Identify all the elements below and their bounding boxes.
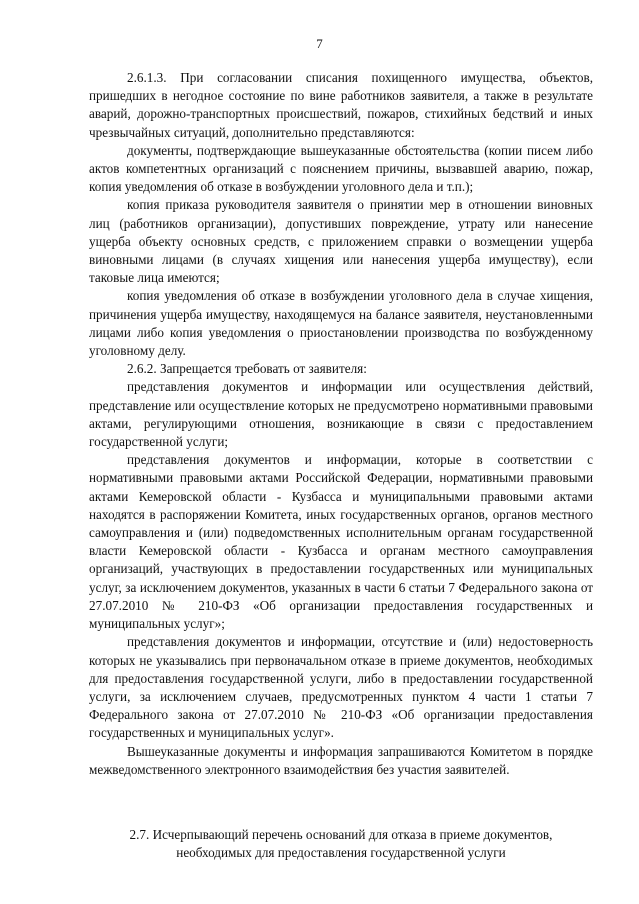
paragraph-documents-confirming: документы, подтверждающие вышеуказанные обстоятельства (копии писем либо актов компетентных организаций с пояснением причины, вызвавшей аварию, пожар, копия уведомления об отказе в возбуждении уголовного дела и т.п.); — [89, 142, 593, 195]
paragraph-interagency-request: Вышеуказанные документы и информация запрашиваются Комитетом в порядке межведомственного электронного взаимодействия без участия заявителей. — [89, 743, 593, 777]
paragraph-prohibition-1: представления документов и информации или осуществления действий, представление или осуществление которых не предусмотрено нормативными правовыми актами, регулирующими отношения, возникающие в связи с предоставлением государственной услуги; — [89, 379, 593, 450]
paragraph-2-6-1-3: 2.6.1.3. При согласовании списания похищенного имущества, объектов, пришедших в негодное состояние по вине работников заявителя, а также в результате аварий, дорожно-транспортных происшествий, пожаров, стихийных бедствий и иных чрезвычайных ситуаций, дополнительно представляются: — [89, 70, 593, 140]
paragraph-prohibition-3: представления документов и информации, отсутствие и (или) недостоверность которых не указывались при первоначальном отказе в приеме документов, необходимых для предоставления государственной услуги, либо в предоставлении государственной услуги, за исключением случаев, предусмотренных пунктом 4 части 1 статьи 7 Федерального закона от 27.07.2010 № 210-ФЗ «Об организации предоставления государственных и муниципальных услуг». — [89, 634, 593, 741]
paragraph-prohibition-2: представления документов и информации, которые в соответствии с нормативными правовыми актами Российской Федерации, нормативными правовыми актами Кемеровской области - Кузбасса и муниципальными правовыми актами находятся в распоряжении Комитета, иных государственных органов, органов местного самоуправления и (или) подведомственных исполнительным органам государственной власти Кемеровской области - Кузбасса и органам местного самоуправления организаций, участвующих в предоставлении государственных или муниципальных услуг, за исключением документов, указанных в части 6 статьи 7 Федерального закона от 27.07.2010 № 210-ФЗ «Об организации предоставления государственных и муниципальных услуг»; — [89, 452, 593, 632]
section-heading-line-1: 2.7. Исчерпывающий перечень оснований для отказа в приеме документов, — [129, 827, 553, 842]
page-number: 7 — [316, 36, 323, 51]
paragraph-order-copy: копия приказа руководителя заявителя о принятии мер в отношении виновных лиц (работников организации), допустивших повреждение, утрату или нанесение ущерба объекту основных средств, с приложением справки о возмещении ущерба виновными лицами (в случаях хищения или нанесения ущерба имуществу), если таковые лица имеются; — [89, 197, 593, 286]
document-body — [89, 69, 593, 779]
section-heading-2-7 — [89, 826, 593, 862]
section-heading-line-2: необходимых для предоставления государственной услуги — [176, 845, 506, 861]
paragraph-criminal-case-notice: копия уведомления об отказе в возбуждении уголовного дела в случае хищения, причинения ущерба имуществу, находящемуся на балансе заявителя, неустановленными лицами либо копия уведомления о приостановлении производства по возбужденному уголовному делу. — [89, 288, 593, 359]
paragraph-2-6-2: 2.6.2. Запрещается требовать от заявителя: — [127, 361, 367, 377]
